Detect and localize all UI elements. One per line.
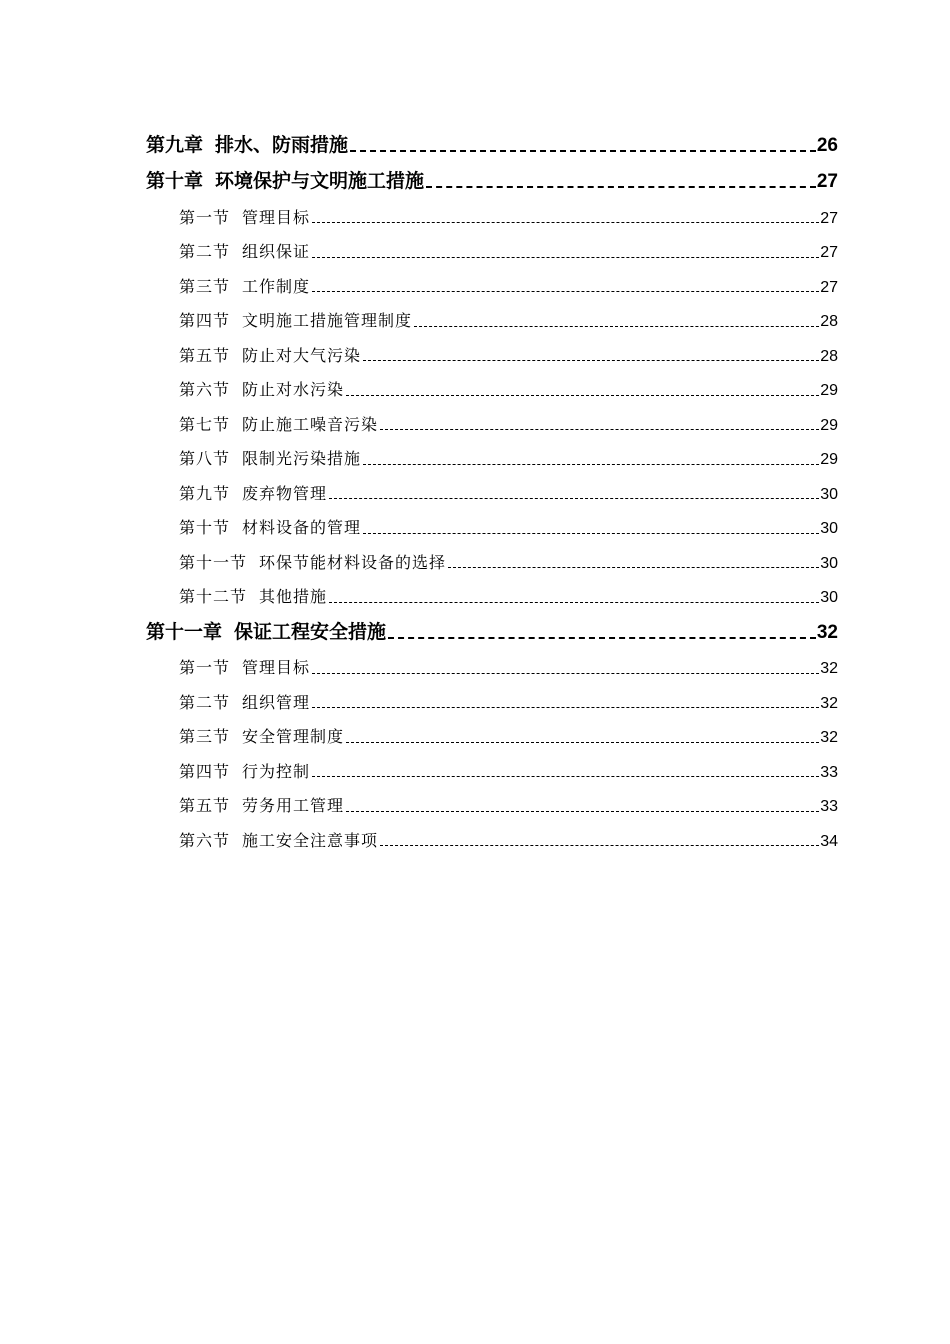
toc-page-number: 27 xyxy=(820,278,838,296)
toc-entry-number: 第五节 xyxy=(179,345,231,365)
toc-entry-number: 第一节 xyxy=(179,207,231,227)
toc-dot-leader xyxy=(388,630,816,644)
toc-entry-number: 第六节 xyxy=(179,830,231,850)
toc-section-entry[interactable] xyxy=(146,435,838,470)
toc-dot-leader xyxy=(312,286,819,297)
toc-entry-title: 保证工程安全措施 xyxy=(234,620,387,643)
toc-dot-leader xyxy=(329,493,819,504)
toc-entry-title: 材料设备的管理 xyxy=(242,518,362,537)
toc-section-entry[interactable] xyxy=(146,644,838,679)
toc-page-number: 27 xyxy=(820,209,838,227)
toc-entry-number: 第九章 xyxy=(146,133,204,156)
toc-page-number: 28 xyxy=(820,347,838,365)
toc-entry-title: 废弃物管理 xyxy=(242,483,328,503)
toc-dot-leader xyxy=(312,217,819,228)
toc-section-entry[interactable] xyxy=(146,816,838,851)
toc-page-number: 32 xyxy=(820,694,838,712)
toc-dot-leader xyxy=(312,702,819,713)
toc-chapter-entry[interactable] xyxy=(146,607,838,644)
toc-dot-leader xyxy=(414,320,819,331)
toc-section-entry[interactable] xyxy=(146,193,838,228)
toc-entry-title: 行为控制 xyxy=(242,761,311,781)
toc-entry-title: 组织保证 xyxy=(242,242,311,261)
toc-entry-number: 第十一节 xyxy=(179,552,248,572)
toc-entry-title: 工作制度 xyxy=(242,276,311,296)
toc-entry-number: 第十二节 xyxy=(179,587,248,606)
toc-entry-title: 防止对水污染 xyxy=(242,380,345,399)
toc-entry-title: 环境保护与文明施工措施 xyxy=(215,170,425,192)
toc-section-entry[interactable] xyxy=(146,366,838,401)
toc-page-number: 30 xyxy=(820,554,838,572)
toc-dot-leader xyxy=(312,667,819,678)
toc-page-number: 28 xyxy=(820,313,838,330)
toc-dot-leader xyxy=(312,771,819,782)
toc-entry-title: 劳务用工管理 xyxy=(242,796,345,815)
toc-entry-number: 第一节 xyxy=(179,658,231,677)
toc-dot-leader xyxy=(346,736,819,747)
toc-entry-title: 防止对大气污染 xyxy=(242,345,362,365)
toc-dot-leader xyxy=(346,389,819,400)
toc-dot-leader xyxy=(363,527,819,538)
toc-dot-leader xyxy=(380,840,819,851)
toc-entry-title: 环保节能材料设备的选择 xyxy=(259,552,447,572)
toc-page-number: 30 xyxy=(820,485,838,503)
toc-entry-number: 第八节 xyxy=(179,449,231,468)
toc-page-number: 30 xyxy=(820,520,838,537)
toc-entry-title: 防止施工噪音污染 xyxy=(242,414,379,434)
toc-page-number: 27 xyxy=(816,171,838,192)
toc-page-number: 29 xyxy=(820,382,838,399)
toc-dot-leader xyxy=(350,143,816,157)
toc-dot-leader xyxy=(346,805,819,816)
toc-section-entry[interactable] xyxy=(146,747,838,782)
toc-entry-title: 文明施工措施管理制度 xyxy=(242,311,413,330)
toc-entry-number: 第六节 xyxy=(179,380,231,399)
toc-entry-title: 施工安全注意事项 xyxy=(242,830,379,850)
toc-entry-number: 第四节 xyxy=(179,761,231,781)
toc-page-number: 32 xyxy=(816,621,838,643)
toc-section-entry[interactable] xyxy=(146,504,838,539)
toc-section-entry[interactable] xyxy=(146,678,838,713)
toc-section-entry[interactable] xyxy=(146,400,838,435)
toc-entry-title: 组织管理 xyxy=(242,692,311,712)
table-of-contents xyxy=(146,120,838,851)
toc-section-entry[interactable] xyxy=(146,262,838,297)
toc-entry-title: 其他措施 xyxy=(259,587,328,606)
toc-entry-number: 第五节 xyxy=(179,796,231,815)
toc-dot-leader xyxy=(312,251,819,262)
toc-section-entry[interactable] xyxy=(146,469,838,504)
toc-entry-title: 排水、防雨措施 xyxy=(215,133,349,156)
toc-section-entry[interactable] xyxy=(146,713,838,748)
toc-page-number: 30 xyxy=(820,589,838,606)
toc-section-entry[interactable] xyxy=(146,331,838,366)
toc-section-entry[interactable] xyxy=(146,573,838,608)
toc-section-entry[interactable] xyxy=(146,228,838,263)
toc-entry-number: 第四节 xyxy=(179,311,231,330)
toc-dot-leader xyxy=(448,562,819,573)
toc-dot-leader xyxy=(426,179,816,193)
toc-section-entry[interactable] xyxy=(146,297,838,332)
toc-page-number: 27 xyxy=(820,244,838,261)
toc-page-number: 34 xyxy=(820,832,838,850)
toc-entry-number: 第三节 xyxy=(179,727,231,746)
toc-entry-number: 第十一章 xyxy=(146,620,223,643)
toc-dot-leader xyxy=(329,596,819,607)
toc-dot-leader xyxy=(380,424,819,435)
toc-section-entry[interactable] xyxy=(146,782,838,817)
toc-dot-leader xyxy=(363,458,819,469)
toc-entry-number: 第七节 xyxy=(179,414,231,434)
toc-entry-number: 第十节 xyxy=(179,518,231,537)
toc-chapter-entry[interactable] xyxy=(146,120,838,157)
toc-entry-title: 管理目标 xyxy=(242,658,311,677)
toc-entry-title: 限制光污染措施 xyxy=(242,449,362,468)
toc-entry-title: 管理目标 xyxy=(242,207,311,227)
toc-section-entry[interactable] xyxy=(146,538,838,573)
toc-page-number: 29 xyxy=(820,451,838,468)
toc-entry-number: 第二节 xyxy=(179,242,231,261)
toc-chapter-entry[interactable] xyxy=(146,157,838,194)
toc-dot-leader xyxy=(363,355,819,366)
toc-entry-number: 第三节 xyxy=(179,276,231,296)
toc-page-number: 26 xyxy=(816,134,838,156)
toc-entry-title: 安全管理制度 xyxy=(242,727,345,746)
toc-page-number: 33 xyxy=(820,763,838,781)
toc-page-number: 33 xyxy=(820,798,838,815)
toc-entry-number: 第二节 xyxy=(179,692,231,712)
toc-page-number: 32 xyxy=(820,729,838,746)
toc-entry-number: 第十章 xyxy=(146,170,204,192)
toc-entry-number: 第九节 xyxy=(179,483,231,503)
toc-page-number: 32 xyxy=(820,660,838,677)
toc-page-number: 29 xyxy=(820,416,838,434)
